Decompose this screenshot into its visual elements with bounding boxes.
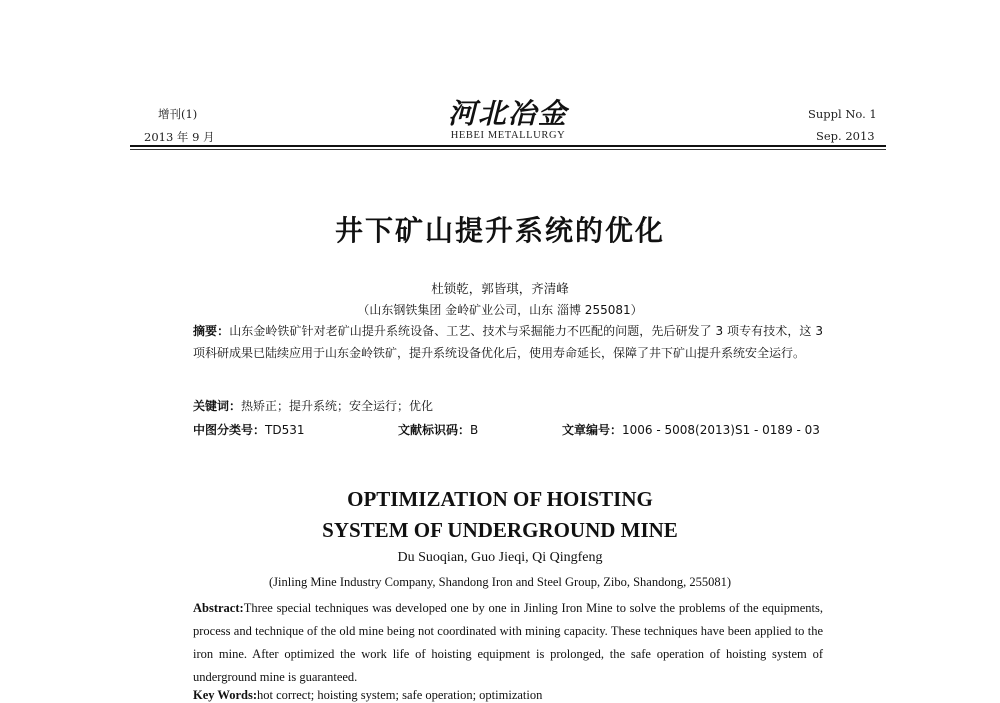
clc-label: 中图分类号： xyxy=(193,423,266,437)
keywords-cn xyxy=(193,397,433,414)
header-rule-thin xyxy=(130,149,886,150)
header-issue-cn: 增刊(1) xyxy=(158,107,198,121)
article-number xyxy=(562,421,820,438)
journal-logo-english: HEBEI METALLURGY xyxy=(450,130,566,141)
abstract-en xyxy=(193,597,823,689)
paper-title-cn: 井下矿山提升系统的优化 xyxy=(334,214,665,247)
article-number-value: 1006 - 5008(2013)S1 - 0189 - 03 xyxy=(622,423,820,437)
header-date-en: Sep. 2013 xyxy=(816,129,875,143)
paper-title-en-line1: OPTIMIZATION OF HOISTING xyxy=(347,487,653,511)
journal-logo: 河北冶金 xyxy=(447,97,568,130)
authors-cn: 杜锁乾，郭皆琪，齐清峰 xyxy=(431,281,569,296)
keywords-label-cn: 关键词： xyxy=(193,399,242,413)
authors-en: Du Suoqian, Guo Jieqi, Qi Qingfeng xyxy=(397,550,603,565)
keywords-en xyxy=(193,688,542,703)
document-code xyxy=(398,421,478,438)
document-code-value: B xyxy=(470,423,479,437)
paper-title-en-line2: SYSTEM OF UNDERGROUND MINE xyxy=(322,518,678,542)
affiliation-en: (Jinling Mine Industry Company, Shandong Iron and Steel Group, Zibo, Shandong, 255081) xyxy=(269,575,731,589)
abstract-label-cn: 摘要： xyxy=(193,324,230,338)
header-issue-en: Suppl No. 1 xyxy=(808,107,877,121)
clc-value: TD531 xyxy=(265,423,305,437)
keywords-text-en: hot correct; hoisting system; safe operation; optimization xyxy=(257,688,543,702)
abstract-label-en: Abstract: xyxy=(193,601,244,615)
header-date-cn: 2013 年 9 月 xyxy=(144,130,215,144)
abstract-text-en: Three special techniques was developed one by one in Jinling Iron Mine to solve the problems of the equipments, process and technique of the old mine being not coordinated with mining capacity. These techniques have been applied to the iron mine. After optimized the work life of hoisting equipment is prolonged, the safe operation of hoisting system of underground mine is guaranteed. xyxy=(193,601,823,684)
document-code-label: 文献标识码： xyxy=(398,423,471,437)
affiliation-cn: （山东钢铁集团 金岭矿业公司，山东 淄博 255081） xyxy=(357,303,643,317)
clc-number xyxy=(193,421,305,438)
abstract-cn xyxy=(193,320,823,364)
header-rule-thick xyxy=(130,145,886,147)
abstract-text-cn: 山东金岭铁矿针对老矿山提升系统设备、工艺、技术与采掘能力不匹配的问题，先后研发了 3 项专有技术，这 3 项科研成果已陆续应用于山东金岭铁矿，提升系统设备优化后，使用寿命延长，保障了井下矿山提升系统安全运行。 xyxy=(193,324,823,360)
keywords-text-cn: 热矫正；提升系统；安全运行；优化 xyxy=(241,399,434,413)
keywords-label-en: Key Words: xyxy=(193,688,258,702)
article-number-label: 文章编号： xyxy=(562,423,623,437)
